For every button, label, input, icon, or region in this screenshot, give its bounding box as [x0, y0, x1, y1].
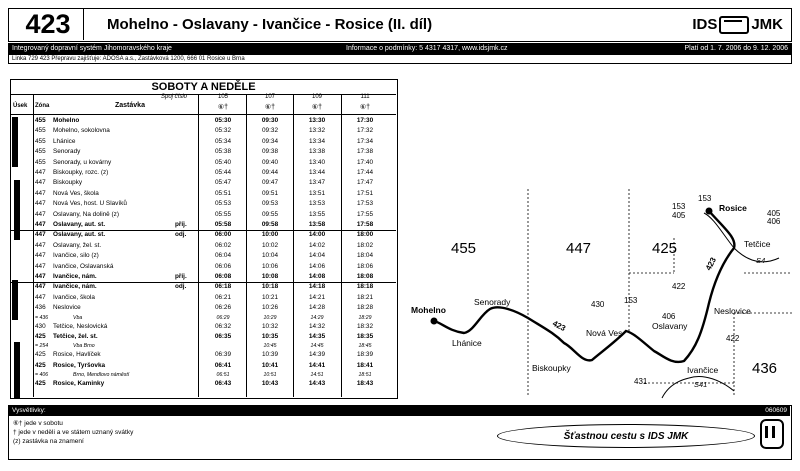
table-row: [11, 241, 396, 251]
time-cell: 10:29: [263, 314, 277, 321]
logo-left-text: IDS: [692, 16, 718, 33]
zone-cell: 455: [35, 117, 46, 124]
stop-name: Lhánice: [53, 137, 76, 145]
time-cell: 14:39: [309, 351, 325, 359]
table-row: [11, 137, 396, 147]
time-cell: 10:04: [262, 252, 278, 260]
time-cell: 06:51: [216, 372, 230, 379]
time-cell: 09:38: [262, 148, 278, 156]
zone-cell: 447: [35, 283, 46, 291]
town-label: Senorady: [474, 297, 511, 307]
time-cell: 18:18: [356, 283, 374, 291]
time-cell: 14:28: [309, 304, 325, 312]
time-cell: 18:51: [358, 372, 372, 379]
time-cell: 18:43: [356, 380, 374, 388]
table-row: [11, 350, 396, 360]
table-row: [11, 199, 396, 209]
time-cell: 06:43: [214, 380, 232, 388]
bus-icon: [719, 16, 749, 34]
table-row: [11, 262, 396, 272]
small-zone-label: 431: [634, 377, 648, 386]
arr-dep-mark: odj.: [175, 231, 187, 239]
timetable: [10, 79, 398, 399]
time-cell: 06:41: [214, 361, 232, 369]
time-cell: 09:53: [262, 200, 278, 208]
logo-right-text: JMK: [751, 16, 783, 33]
zone-cell: 447: [35, 262, 46, 270]
time-cell: 10:35: [261, 333, 279, 340]
row-note: = 406: [35, 372, 49, 379]
table-row: [11, 282, 396, 292]
time-cell: 10:26: [262, 304, 278, 312]
zone-cell: 430: [35, 322, 46, 330]
time-cell: 10:08: [261, 273, 279, 280]
time-cell: 17:55: [357, 210, 373, 218]
stop-name: Brno, Mendlovo náměstí: [73, 372, 130, 379]
zone-cell: 447: [35, 169, 46, 176]
footer-bar: [9, 406, 790, 416]
time-cell: 09:58: [261, 221, 279, 228]
table-row: [11, 379, 396, 389]
time-cell: 06:35: [214, 333, 232, 340]
stop-name: Oslavany, Na dolině (z): [53, 210, 119, 218]
info-middle: Informace o podmínky: 5 4317 4317, www.idsjmk.cz: [346, 45, 508, 52]
rail-label: S4: [756, 256, 766, 265]
table-row: [11, 178, 396, 188]
time-cell: 18:45: [358, 343, 372, 350]
time-cell: 17:53: [357, 200, 373, 208]
time-cell: 13:51: [309, 189, 325, 197]
time-cell: 18:28: [357, 304, 373, 312]
time-cell: 06:29: [216, 314, 230, 321]
time-cell: 14:32: [309, 322, 325, 330]
route-number-label: 423: [551, 318, 568, 334]
time-cell: 14:04: [309, 252, 325, 260]
stop-name: Biskoupky: [53, 179, 83, 187]
town-label: Lhánice: [452, 338, 482, 348]
small-zone-label: 422: [726, 334, 740, 343]
time-cell: 17:47: [357, 179, 373, 187]
time-cell: 14:02: [309, 241, 325, 249]
time-cell: 13:58: [308, 221, 326, 228]
time-cell: 09:34: [262, 137, 278, 145]
time-cell: 17:40: [357, 158, 373, 166]
time-cell: 10:45: [263, 343, 277, 350]
time-cell: 05:58: [214, 221, 232, 228]
zone-cell: 447: [35, 189, 46, 197]
stop-name: Oslavany, žel. st.: [53, 241, 102, 249]
time-cell: 09:55: [262, 210, 278, 218]
table-row: [11, 342, 396, 350]
trip-number: 109: [311, 94, 322, 100]
time-cell: 17:34: [357, 137, 373, 145]
zone-label: 425: [652, 240, 678, 257]
table-row: [11, 210, 396, 220]
trip-number: 107: [264, 94, 275, 100]
timetable-title: SOBOTY A NEDĚLE: [11, 80, 396, 95]
table-row: [11, 332, 396, 342]
zone-label: 455: [451, 240, 477, 257]
time-cell: 14:35: [308, 333, 326, 340]
col-useku: Úsek: [13, 103, 28, 109]
line-number: 423: [13, 9, 84, 40]
stop-name: Neslovice: [53, 304, 81, 312]
time-cell: 05:34: [215, 137, 231, 145]
time-cell: 05:51: [215, 189, 231, 197]
zone-cell: 455: [35, 127, 46, 135]
time-cell: 05:30: [214, 117, 232, 124]
table-row: [11, 116, 396, 126]
time-cell: 14:18: [308, 283, 326, 291]
table-row: [11, 272, 396, 283]
time-cell: 18:39: [357, 351, 373, 359]
zone-cell: 455: [35, 148, 46, 156]
time-cell: 06:06: [215, 262, 231, 270]
carrier-bar: Linka 729 423 Přepravu zajišťuje: ADOSA a.s., Zastávková 1200, 666 01 Rosice u Brna: [8, 54, 792, 64]
time-cell: 17:51: [357, 189, 373, 197]
town-label: Oslavany: [652, 321, 688, 331]
stop-name: Mohelno, sokolovna: [53, 127, 110, 135]
arr-dep-mark: příj.: [175, 221, 187, 228]
legend-item: (z) zastávka na znamení: [13, 438, 84, 445]
stop-name: Ivančice, nám.: [53, 273, 97, 280]
time-cell: 13:30: [308, 117, 326, 124]
slogan: Šťastnou cestu s IDS JMK: [497, 424, 755, 448]
trip-flag: ⑥†: [264, 104, 276, 111]
info-left: Integrovaný dopravní systém Jihomoravského kraje: [12, 45, 172, 52]
time-cell: 17:38: [357, 148, 373, 156]
zone-label: 447: [566, 240, 592, 257]
stop-name: Ivančice, nám.: [53, 283, 97, 291]
stop-name: Biskoupky, rozc. (z): [53, 169, 109, 176]
rail-label: S41: [694, 380, 708, 389]
legend-title: Vysvětlivky:: [12, 407, 46, 414]
legend-item: ⑥† jede v sobotu: [13, 420, 63, 427]
time-cell: 14:45: [310, 343, 324, 350]
zone-label: 436: [752, 360, 778, 377]
time-cell: 13:38: [309, 148, 325, 156]
info-bar: [8, 43, 792, 54]
zone-cell: 455: [35, 137, 46, 145]
time-cell: 06:00: [214, 231, 232, 239]
town-label: Ivančice: [687, 365, 719, 375]
stop-name: Ivančice, Oslavanská: [53, 262, 114, 270]
table-row: [11, 126, 396, 136]
trip-number: 111: [360, 94, 370, 100]
time-cell: 10:39: [262, 351, 278, 359]
stop-name: Ivančice, silo (z): [53, 252, 99, 260]
zone-cell: 447: [35, 200, 46, 208]
small-zone-label: 406: [662, 312, 676, 321]
legend: [13, 419, 133, 446]
time-cell: 05:44: [215, 169, 231, 176]
zone-cell: 455: [35, 158, 46, 166]
time-cell: 05:38: [215, 148, 231, 156]
header: [8, 8, 792, 42]
trip-flag: ⑥†: [217, 104, 229, 111]
time-cell: 05:40: [215, 158, 231, 166]
time-cell: 06:39: [215, 351, 231, 359]
column-header: [11, 94, 396, 115]
town-label: Rosice: [719, 203, 747, 213]
small-zone-label: 153: [698, 194, 712, 203]
small-zone-label: 430: [591, 300, 605, 309]
stop-name: Rosice, Kaminky: [53, 380, 105, 388]
table-row: [11, 189, 396, 199]
time-cell: 13:53: [309, 200, 325, 208]
trip-flag: ⑥†: [311, 104, 323, 111]
time-cell: 05:55: [215, 210, 231, 218]
town-label: Mohelno: [411, 305, 446, 315]
time-cell: 18:41: [356, 361, 374, 369]
zone-cell: 447: [35, 273, 46, 280]
time-cell: 13:44: [309, 169, 325, 176]
small-zone-label: 422: [672, 282, 686, 291]
time-cell: 10:02: [262, 241, 278, 249]
time-cell: 13:32: [309, 127, 325, 135]
time-cell: 14:00: [308, 231, 326, 239]
table-row: [11, 168, 396, 178]
trip-number: 105: [217, 94, 228, 100]
town-label: Tetčice: [744, 239, 771, 249]
time-cell: 14:41: [308, 361, 326, 369]
time-cell: 05:53: [215, 200, 231, 208]
town-label: Nová Ves: [586, 328, 623, 338]
time-cell: 13:47: [309, 179, 325, 187]
time-cell: 09:30: [261, 117, 279, 124]
terminus-mohelno: [431, 318, 438, 325]
table-row: [11, 158, 396, 168]
table-row: [11, 230, 396, 240]
legend-item: † jede v neděli a ve státem uznaný svátky: [13, 429, 134, 436]
zone-cell: 447: [35, 252, 46, 260]
time-cell: 10:18: [261, 283, 279, 291]
table-row: [11, 361, 396, 371]
conn-label: Spoj číslo: [161, 94, 188, 100]
row-note: = 436: [35, 314, 49, 321]
small-zone-label: 153: [672, 202, 686, 211]
time-cell: 06:04: [215, 252, 231, 260]
time-cell: 17:44: [357, 169, 373, 176]
time-cell: 09:44: [262, 169, 278, 176]
time-cell: 18:29: [358, 314, 372, 321]
zone-cell: 447: [35, 221, 46, 228]
arr-dep-mark: odj.: [175, 283, 187, 291]
table-row: [11, 322, 396, 332]
time-cell: 13:40: [309, 158, 325, 166]
stop-name: Rosice, Havlíček: [53, 351, 101, 359]
time-cell: 18:32: [357, 322, 373, 330]
stop-name: Vba: [73, 314, 83, 321]
time-cell: 18:02: [357, 241, 373, 249]
page-title: Mohelno - Oslavany - Ivančice - Rosice (II. díl): [107, 16, 433, 33]
stop-name: Oslavany, aut. st.: [53, 231, 106, 239]
time-cell: 05:32: [215, 127, 231, 135]
time-cell: 06:02: [215, 241, 231, 249]
time-cell: 10:32: [262, 322, 278, 330]
stop-name: Nová Ves, host. U Slavíků: [53, 200, 127, 208]
town-label: Neslovice: [714, 306, 751, 316]
bus-front-icon: [760, 419, 784, 449]
time-cell: 17:32: [357, 127, 373, 135]
time-cell: 14:21: [309, 293, 325, 301]
stop-name: Mohelno: [53, 117, 80, 124]
town-label: Biskoupky: [532, 363, 571, 373]
time-cell: 14:29: [310, 314, 324, 321]
time-cell: 10:21: [262, 293, 278, 301]
time-cell: 06:08: [214, 273, 232, 280]
time-cell: 13:34: [309, 137, 325, 145]
zone-cell: 425: [35, 361, 46, 369]
time-cell: 09:40: [262, 158, 278, 166]
stop-name: Oslavany, aut. st.: [53, 221, 106, 228]
time-cell: 18:00: [356, 231, 374, 239]
time-cell: 14:51: [310, 372, 324, 379]
zone-cell: 447: [35, 241, 46, 249]
time-cell: 18:04: [357, 252, 373, 260]
stop-name: Senorady, u kovárny: [53, 158, 112, 166]
table-row: [11, 147, 396, 157]
time-cell: 06:32: [215, 322, 231, 330]
ids-jmk-logo: [692, 14, 783, 35]
stop-name: Rosice, Tyršovka: [53, 361, 106, 369]
zone-cell: 447: [35, 179, 46, 187]
trip-flag: ⑥†: [359, 104, 371, 111]
zone-cell: 447: [35, 231, 46, 239]
row-note: = 254: [35, 343, 49, 350]
time-cell: 10:06: [262, 262, 278, 270]
small-zone-label: 405: [672, 211, 686, 220]
time-cell: 18:21: [357, 293, 373, 301]
zone-cell: 447: [35, 210, 46, 218]
time-cell: 09:47: [262, 179, 278, 187]
zone-cell: 425: [35, 351, 46, 359]
info-right: Platí od 1. 7. 2006 do 9. 12. 2006: [684, 45, 788, 52]
small-zone-label: 405: [767, 209, 781, 218]
stop-name: Nová Ves, škola: [53, 189, 99, 197]
footer-code: 060609: [765, 407, 787, 414]
stop-name: Tetčice, žel. st.: [53, 333, 98, 340]
time-cell: 14:08: [308, 273, 326, 280]
table-row: [11, 314, 396, 322]
col-zona: Zóna: [35, 103, 50, 109]
time-cell: 06:21: [215, 293, 231, 301]
time-cell: 18:06: [357, 262, 373, 270]
time-cell: 17:30: [356, 117, 374, 124]
small-zone-label: 406: [767, 217, 781, 226]
time-cell: 18:08: [356, 273, 374, 280]
time-cell: 06:18: [214, 283, 232, 291]
time-cell: 10:00: [261, 231, 279, 239]
arr-dep-mark: příj.: [175, 273, 187, 280]
time-cell: 14:06: [309, 262, 325, 270]
time-cell: 18:35: [356, 333, 374, 340]
route-map: [404, 183, 792, 399]
time-cell: 05:47: [215, 179, 231, 187]
time-cell: 06:26: [215, 304, 231, 312]
zone-cell: 447: [35, 293, 46, 301]
time-cell: 10:51: [263, 372, 277, 379]
footer: [8, 405, 792, 460]
small-zone-label: 153: [624, 296, 638, 305]
time-cell: 10:43: [261, 380, 279, 388]
table-row: [11, 303, 396, 313]
terminus-rosice: [706, 208, 713, 215]
time-cell: 09:51: [262, 189, 278, 197]
stop-name: Senorady: [53, 148, 81, 156]
stop-name: Ivančice, škola: [53, 293, 95, 301]
table-row: [11, 371, 396, 379]
zone-cell: 436: [35, 304, 46, 312]
stop-name: Vba Brno: [73, 343, 95, 350]
route-number-label: 423: [703, 255, 719, 272]
table-row: [11, 293, 396, 303]
zone-cell: 425: [35, 333, 46, 340]
time-cell: 09:32: [262, 127, 278, 135]
table-row: [11, 251, 396, 261]
col-zastavka: Zastávka: [115, 102, 145, 109]
time-cell: 17:58: [356, 221, 374, 228]
zone-cell: 425: [35, 380, 46, 388]
time-cell: 10:41: [261, 361, 279, 369]
table-row: [11, 220, 396, 231]
stop-name: Tetčice, Neslovická: [53, 322, 108, 330]
time-cell: 13:55: [309, 210, 325, 218]
time-cell: 14:43: [308, 380, 326, 388]
